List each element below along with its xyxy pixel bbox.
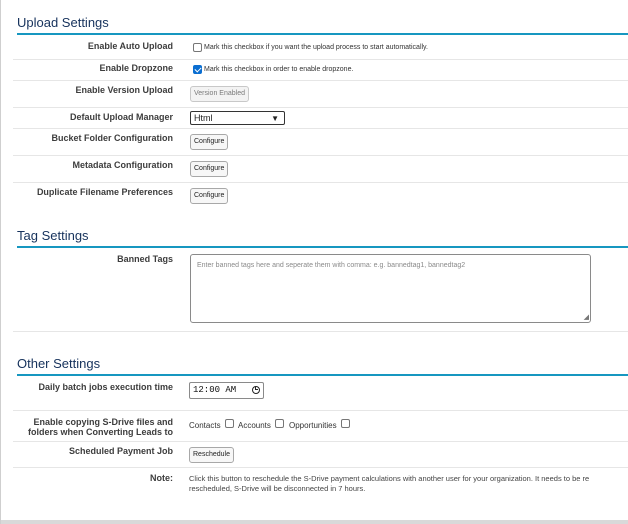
other-settings-heading: Other Settings <box>17 356 628 376</box>
row-divider <box>13 107 628 108</box>
row-divider <box>13 331 628 332</box>
accounts-checkbox[interactable] <box>275 419 284 428</box>
metadata-label: Metadata Configuration <box>72 160 173 170</box>
batch-time-label: Daily batch jobs execution time <box>38 382 173 392</box>
duplicate-label: Duplicate Filename Preferences <box>36 187 173 197</box>
dropzone-hint: Mark this checkbox in order to enable dropzone. <box>204 66 354 73</box>
row-divider <box>13 155 628 156</box>
dropzone-checkbox[interactable] <box>193 65 202 74</box>
default-manager-select[interactable] <box>190 111 285 125</box>
default-manager-value: Html <box>194 113 213 123</box>
row-divider <box>13 59 628 60</box>
note-line1: Click this button to reschedule the S-Drive payment calculations with another user for your organization. It needs to be re <box>189 474 590 483</box>
dropzone-label: Enable Dropzone <box>99 63 173 73</box>
accounts-label: Accounts <box>238 421 271 430</box>
metadata-configure-button[interactable]: Configure <box>190 161 228 177</box>
version-enabled-button: Version Enabled <box>190 86 249 102</box>
chevron-down-icon: ▼ <box>271 114 279 123</box>
copy-files-label-line2: folders when Converting Leads to <box>27 427 173 437</box>
payment-job-label: Scheduled Payment Job <box>68 446 173 456</box>
batch-time-value: 12:00 AM <box>193 385 237 395</box>
opportunities-label: Opportunities <box>289 421 337 430</box>
note-label: Note: <box>150 473 173 483</box>
banned-tags-placeholder: Enter banned tags here and seperate them with comma: e.g. bannedtag1, bannedtag2 <box>197 262 466 269</box>
banned-tags-textarea[interactable] <box>190 254 591 323</box>
resize-handle-icon[interactable]: ◢ <box>583 314 589 321</box>
bucket-folder-configure-button[interactable]: Configure <box>190 134 228 150</box>
opportunities-checkbox[interactable] <box>341 419 350 428</box>
note-text <box>189 474 628 494</box>
clock-icon[interactable] <box>252 386 260 394</box>
note-line2: rescheduled, S-Drive will be disconnected in 7 hours. <box>189 484 366 493</box>
row-divider <box>13 80 628 81</box>
banned-tags-label: Banned Tags <box>117 254 173 264</box>
version-upload-label: Enable Version Upload <box>75 85 173 95</box>
auto-upload-label: Enable Auto Upload <box>87 41 173 51</box>
auto-upload-hint: Mark this checkbox if you want the upload process to start automatically. <box>204 44 428 51</box>
row-divider <box>13 182 628 183</box>
bucket-folder-label: Bucket Folder Configuration <box>51 133 173 143</box>
duplicate-configure-button[interactable]: Configure <box>190 188 228 204</box>
contacts-checkbox[interactable] <box>225 419 234 428</box>
row-divider <box>13 467 628 468</box>
auto-upload-checkbox[interactable] <box>193 43 202 52</box>
row-divider <box>13 128 628 129</box>
bottom-border <box>1 520 628 524</box>
reschedule-button[interactable]: Reschedule <box>189 447 234 463</box>
batch-time-input[interactable] <box>189 382 264 399</box>
row-divider <box>13 441 628 442</box>
contacts-label: Contacts <box>189 421 221 430</box>
upload-settings-heading: Upload Settings <box>17 15 628 35</box>
tag-settings-heading: Tag Settings <box>17 228 628 248</box>
default-manager-label: Default Upload Manager <box>69 112 173 122</box>
row-divider <box>13 410 628 411</box>
copy-files-label-line1: Enable copying S-Drive files and <box>33 417 173 427</box>
